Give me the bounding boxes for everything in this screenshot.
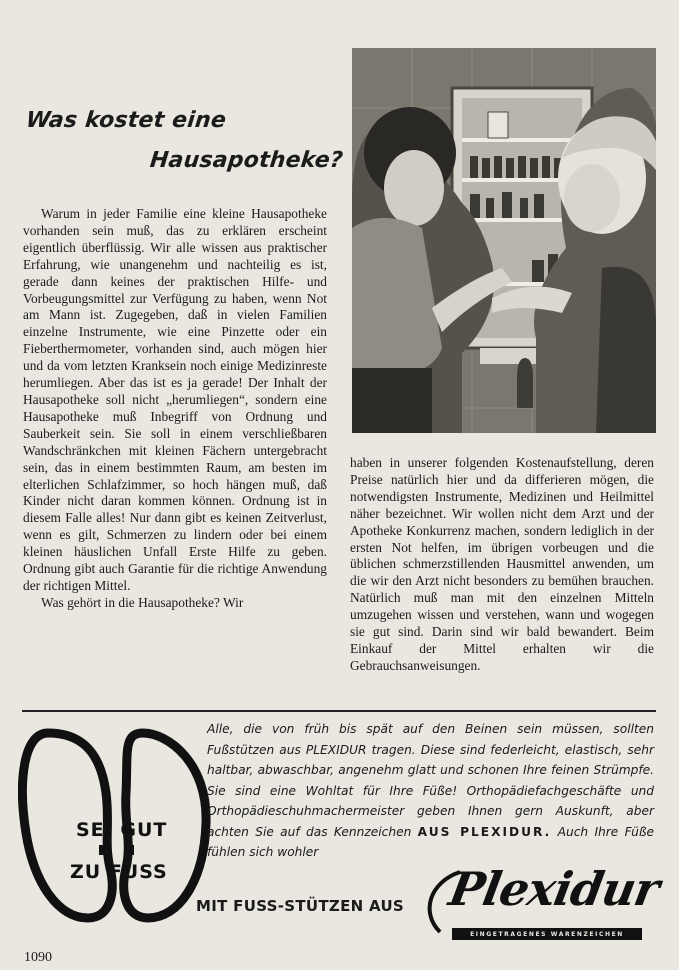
- logo-trademark-text: EINGETRAGENES WARENZEICHEN: [470, 930, 624, 938]
- photo-illustration: [352, 48, 656, 433]
- article-column-right: [350, 455, 654, 675]
- medicine-cabinet-photo: [352, 48, 656, 433]
- logo-trademark-bar: [452, 928, 642, 940]
- article-title-line2: Hausapotheke?: [148, 148, 345, 173]
- slogan-mark-left: [99, 845, 106, 855]
- slogan-mark-right: [127, 845, 134, 855]
- plexidur-logo: [420, 862, 663, 942]
- section-divider: [22, 710, 656, 712]
- article-paragraph: Warum in jeder Familie eine kleine Hausapotheke vorhanden sein muß, das zu erklären erscheint eigentlich überflüssig. Wir alle wissen aus praktischer Erfahrung, wie unangenehm und nachteilig es ist, gerade dann keines der praktischen Hilfe- und Vorbeugungsmittel zur Verfügung zu haben, wenn Not am Mann ist. Zugegeben, daß in vielen Familien einzelne Instrumente, wie eine Pinzette oder ein Fieberthermometer, vorhanden sind, auch mögen hier und da vom letzten Kranksein noch einige Medizinreste herumliegen. Aber das ist es ja gerade! Der Inhalt der Hausapotheke soll nicht „herumliegen“, sondern eine Hausapotheke muß Inbegriff von Ordnung und Sauberkeit sein. Sie soll in einem verschließbaren Wandschränkchen mit kleinen Fächern untergebracht sein, das in einem bestimmten Raum, am besten im elterlichen Schlafzimmer, so hoch hängen muß, daß Kinder nicht daran kommen können. Ordnung ist in diesem Falle alles! Nur dann gibt es keinen Zeitverlust, wenn es gilt, Schmerzen zu lindern oder bei einem kleinen häuslichen Unfall Erste Hilfe zu geben. Ordnung gibt auch Garantie für die richtige Anwendung der richtigen Mittel.: [23, 206, 327, 593]
- ad-tagline: MIT FUSS-STÜTZEN AUS: [196, 897, 405, 915]
- article-title-line1: Was kostet eine: [24, 108, 228, 133]
- ad-body-text: Alle, die von früh bis spät auf den Beinen sein müssen, sollten Fußstützen aus PLEXIDUR tragen. Diese sind federleicht, elastisch, sehr haltbar, abwaschbar, angenehm glatt und schonen Ihre feinen Strümpfe. Sie sind eine Wohltat für Ihre Füße! Orthopädiefachgeschäfte und Orthopädieschuhmachermeister geben Ihnen gern Auskunft, aber achten Sie auf das Kennzeichen: [207, 722, 654, 839]
- slogan-line1: SEI GUT: [76, 819, 168, 841]
- slogan-line2: ZU FUSS: [70, 861, 168, 883]
- article-paragraph: Was gehört in die Hausapotheke? Wir: [41, 594, 244, 610]
- logo-wordmark: Plexidur: [445, 862, 663, 916]
- ad-brand-emphasis: AUS PLEXIDUR.: [417, 824, 552, 839]
- ad-body-end: Auch Ihre Füße fühlen sich wohler: [207, 824, 655, 859]
- article-column-left: [23, 206, 327, 612]
- ad-body: [207, 719, 654, 863]
- article-paragraph: haben in unserer folgenden Kostenaufstellung, deren Preise natürlich hier und da differieren mögen, die notwendigsten Instrumente, Medizinen und Heilmittel näher bezeichnet. Wir wollen nicht dem Arzt und der Apotheke Konkurrenz machen, sondern lediglich in der ersten Not helfen, im übrigen vorbeugen und die üblichen schmerzstillenden Hausmittel anwenden, um die wir den Arzt nicht besonders zu bemühen brauchen. Natürlich muß man mit den einzelnen Mitteln umzugehen wissen und verstehen, wann und wogegen sie gut sind. Darin sind wir bald bewandert. Beim Einkauf der Mittel erhalten wir die Gebrauchsanweisungen.: [350, 455, 654, 673]
- page-number: 1090: [24, 950, 52, 965]
